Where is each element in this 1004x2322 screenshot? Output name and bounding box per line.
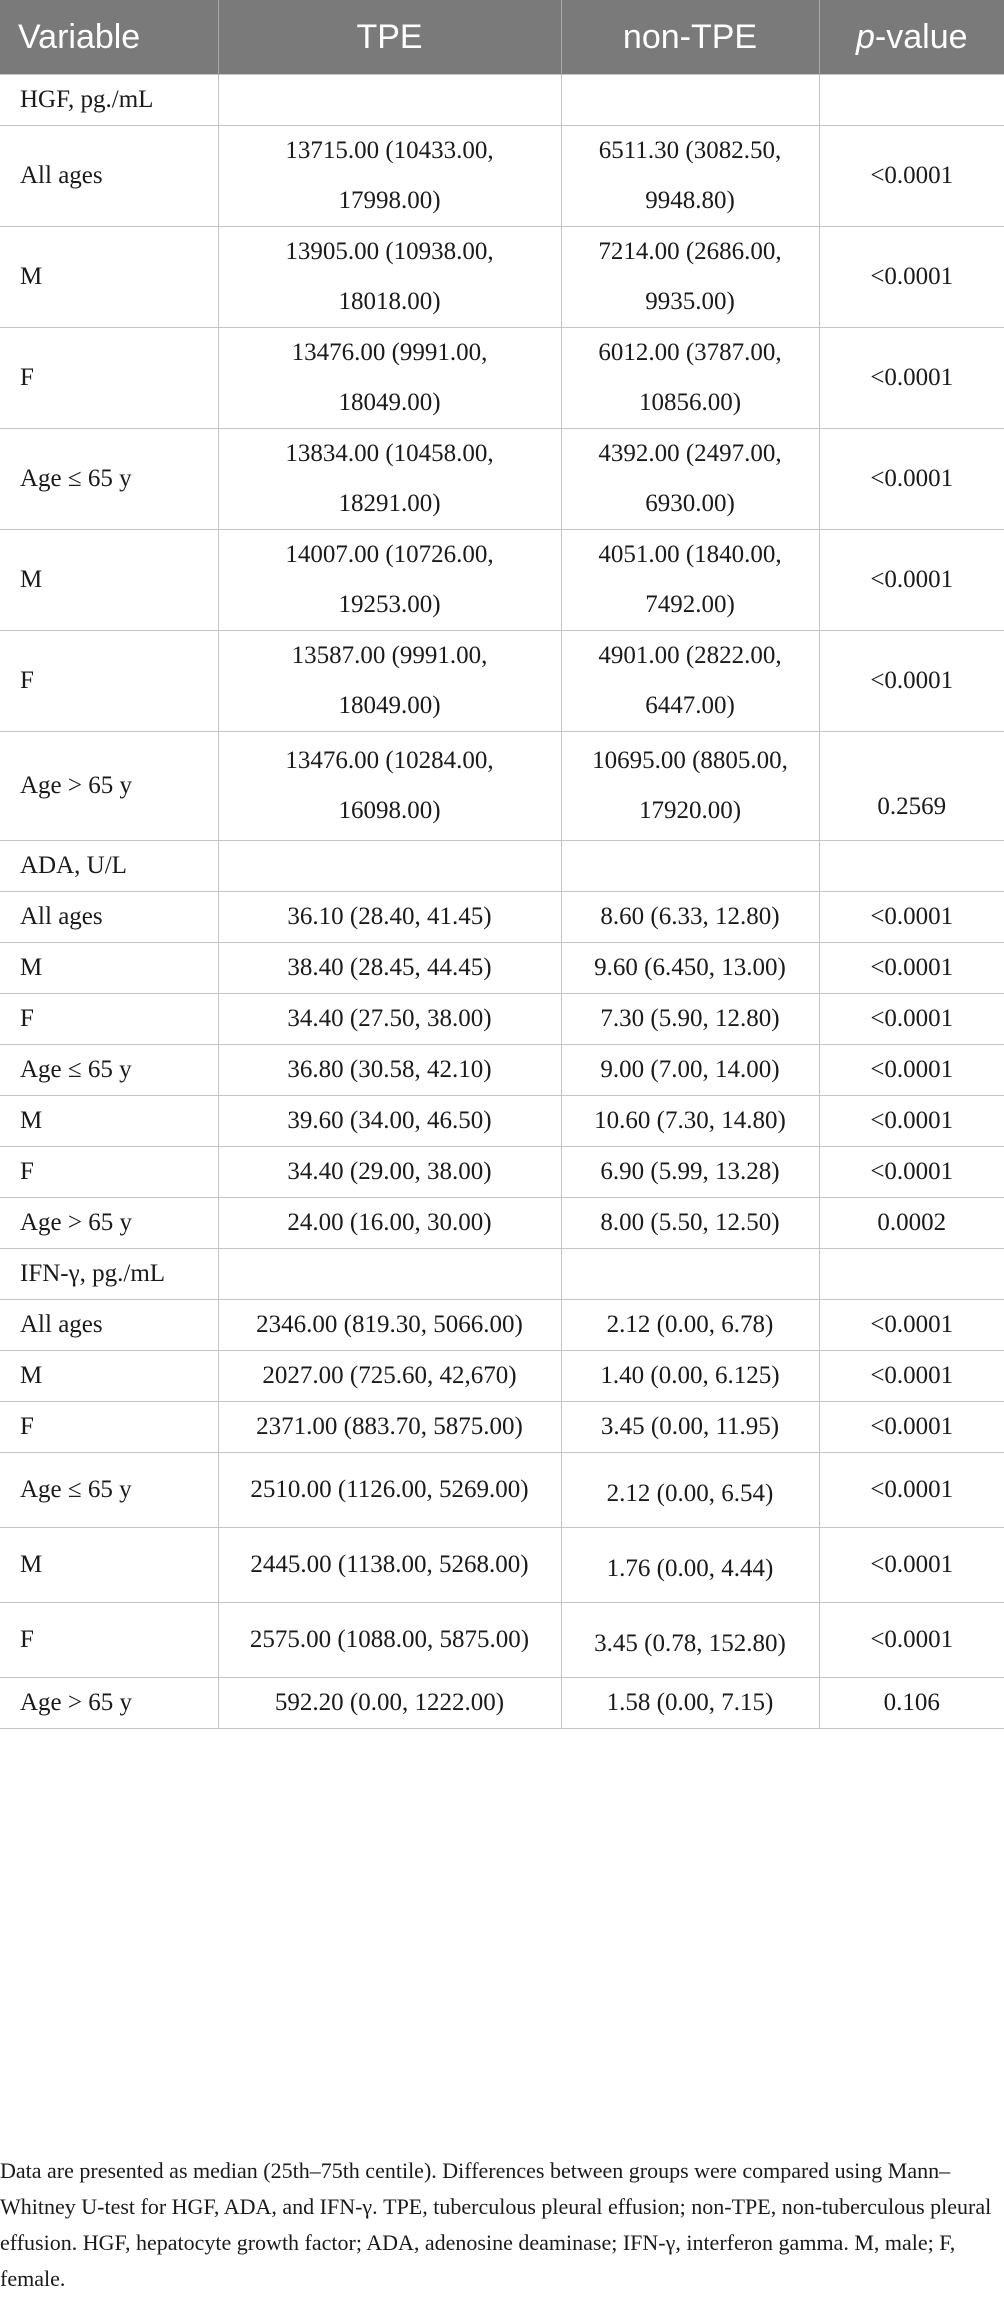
p-value-cell: [819, 892, 1004, 943]
variable-cell-text: Age ≤ 65 y: [20, 1056, 132, 1083]
table-body: [0, 75, 1004, 1729]
variable-cell-text: F: [20, 1005, 34, 1032]
p-value-cell: [819, 1678, 1004, 1729]
header-p-rest: -value: [874, 17, 968, 56]
tpe-cell-text: 13834.00 (10458.00, 18291.00): [285, 440, 494, 517]
variable-cell-text: HGF, pg./mL: [20, 86, 154, 113]
p-value-cell-text: 0.2569: [877, 793, 947, 820]
tpe-cell-text: 34.40 (29.00, 38.00): [287, 1158, 492, 1185]
p-value-cell-text: <0.0001: [870, 1107, 954, 1134]
tpe-cell: [218, 1351, 561, 1402]
tpe-cell: [218, 943, 561, 994]
table-row: [0, 1198, 1004, 1249]
non-tpe-cell-text: 1.40 (0.00, 6.125): [600, 1362, 780, 1389]
tpe-cell: [218, 328, 561, 429]
non-tpe-cell: [561, 994, 819, 1045]
tpe-cell: [218, 1402, 561, 1453]
variable-cell-text: IFN-γ, pg./mL: [20, 1260, 166, 1287]
non-tpe-cell-text: 3.45 (0.00, 11.95): [600, 1413, 780, 1440]
variable-cell: [0, 1147, 218, 1198]
variable-cell-text: Age ≤ 65 y: [20, 465, 132, 492]
p-value-cell-text: <0.0001: [870, 465, 954, 492]
variable-cell: [0, 1678, 218, 1729]
tpe-cell-text: 14007.00 (10726.00, 19253.00): [285, 541, 494, 618]
non-tpe-cell: [561, 1453, 819, 1528]
tpe-cell: [218, 1603, 561, 1678]
variable-cell-text: M: [20, 954, 43, 981]
tpe-cell-text: 24.00 (16.00, 30.00): [287, 1209, 492, 1236]
p-value-cell-text: <0.0001: [870, 667, 954, 694]
p-value-cell-text: 0.0002: [877, 1209, 947, 1236]
table-row: [0, 530, 1004, 631]
variable-cell: [0, 530, 218, 631]
p-value-cell: [819, 1045, 1004, 1096]
p-value-cell: [819, 1453, 1004, 1528]
tpe-cell: [218, 126, 561, 227]
section-row: [0, 1249, 1004, 1300]
p-value-cell-text: <0.0001: [870, 1056, 954, 1083]
non-tpe-cell: [561, 227, 819, 328]
variable-cell-text: Age > 65 y: [20, 772, 132, 799]
p-value-cell-text: <0.0001: [870, 364, 954, 391]
p-value-cell: [819, 1528, 1004, 1603]
non-tpe-cell-text: 8.00 (5.50, 12.50): [600, 1209, 780, 1236]
variable-cell: [0, 227, 218, 328]
tpe-cell: [218, 631, 561, 732]
variable-cell: [0, 1453, 218, 1528]
non-tpe-cell-text: 4901.00 (2822.00, 6447.00): [598, 642, 782, 719]
p-value-cell: [819, 841, 1004, 892]
table-row: [0, 429, 1004, 530]
table-row: [0, 227, 1004, 328]
non-tpe-cell-text: 4392.00 (2497.00, 6930.00): [598, 440, 782, 517]
variable-cell-text: M: [20, 1362, 43, 1389]
table-row: [0, 1603, 1004, 1678]
table-row: [0, 1528, 1004, 1603]
p-value-cell: [819, 1198, 1004, 1249]
variable-cell-text: ADA, U/L: [20, 852, 127, 879]
tpe-cell: [218, 1096, 561, 1147]
tpe-cell: [218, 1147, 561, 1198]
p-value-cell: [819, 631, 1004, 732]
variable-cell-text: All ages: [20, 1311, 103, 1338]
p-value-cell: [819, 227, 1004, 328]
non-tpe-cell-text: 6012.00 (3787.00, 10856.00): [598, 339, 782, 416]
non-tpe-cell-text: 4051.00 (1840.00, 7492.00): [598, 541, 782, 618]
p-value-cell-text: <0.0001: [870, 1476, 954, 1503]
tpe-cell-text: 13587.00 (9991.00, 18049.00): [291, 642, 488, 719]
p-value-cell-text: <0.0001: [870, 1311, 954, 1338]
non-tpe-cell-text: 6.90 (5.99, 13.28): [600, 1158, 780, 1185]
non-tpe-cell-text: 10695.00 (8805.00, 17920.00): [592, 747, 788, 824]
non-tpe-cell: [561, 1402, 819, 1453]
p-value-cell: [819, 75, 1004, 126]
p-value-cell-text: <0.0001: [870, 1413, 954, 1440]
variable-cell: [0, 126, 218, 227]
tpe-cell-text: 2575.00 (1088.00, 5875.00): [249, 1626, 530, 1653]
header-tpe: TPE: [218, 0, 561, 75]
non-tpe-cell-text: 1.58 (0.00, 7.15): [606, 1689, 774, 1716]
variable-cell-text: F: [20, 1158, 34, 1185]
variable-cell: [0, 1603, 218, 1678]
variable-cell-text: Age ≤ 65 y: [20, 1476, 132, 1503]
variable-cell-text: M: [20, 1551, 43, 1578]
table-row: [0, 1096, 1004, 1147]
p-value-cell-text: <0.0001: [870, 263, 954, 290]
tpe-cell: [218, 994, 561, 1045]
table-row: [0, 943, 1004, 994]
tpe-cell: [218, 892, 561, 943]
variable-cell-text: F: [20, 364, 34, 391]
tpe-cell: [218, 75, 561, 126]
variable-cell: [0, 328, 218, 429]
p-value-cell: [819, 126, 1004, 227]
p-value-cell-text: <0.0001: [870, 1005, 954, 1032]
p-value-cell-text: <0.0001: [870, 903, 954, 930]
tpe-cell: [218, 732, 561, 841]
non-tpe-cell: [561, 1045, 819, 1096]
table-row: [0, 1147, 1004, 1198]
table-row: [0, 126, 1004, 227]
non-tpe-cell: [561, 1147, 819, 1198]
tpe-cell-text: 13476.00 (10284.00, 16098.00): [285, 747, 494, 824]
variable-cell: [0, 943, 218, 994]
variable-cell-text: All ages: [20, 903, 103, 930]
header-variable: Variable: [0, 0, 218, 75]
table-row: [0, 1402, 1004, 1453]
tpe-cell: [218, 1249, 561, 1300]
non-tpe-cell-text: 2.12 (0.00, 6.54): [606, 1480, 774, 1507]
variable-cell-text: F: [20, 1413, 34, 1440]
variable-cell-text: F: [20, 1626, 34, 1653]
non-tpe-cell-text: 8.60 (6.33, 12.80): [600, 903, 780, 930]
tpe-cell: [218, 429, 561, 530]
tpe-cell-text: 2346.00 (819.30, 5066.00): [256, 1311, 523, 1338]
non-tpe-cell: [561, 1096, 819, 1147]
non-tpe-cell: [561, 1198, 819, 1249]
non-tpe-cell: [561, 943, 819, 994]
table-row: [0, 1453, 1004, 1528]
table-row: [0, 1300, 1004, 1351]
table-header-row: [0, 0, 1004, 75]
variable-cell: [0, 1300, 218, 1351]
variable-cell: [0, 732, 218, 841]
p-value-cell-text: <0.0001: [870, 1362, 954, 1389]
table-row: [0, 892, 1004, 943]
non-tpe-cell-text: 6511.30 (3082.50, 9948.80): [598, 137, 782, 214]
variable-cell: [0, 994, 218, 1045]
tpe-cell: [218, 1528, 561, 1603]
p-value-cell: [819, 328, 1004, 429]
variable-cell-text: All ages: [20, 162, 103, 189]
non-tpe-cell: [561, 841, 819, 892]
table-row: [0, 328, 1004, 429]
variable-cell-text: F: [20, 667, 34, 694]
non-tpe-cell: [561, 631, 819, 732]
variable-cell-text: Age > 65 y: [20, 1689, 132, 1716]
non-tpe-cell-text: 9.60 (6.450, 13.00): [594, 954, 786, 981]
table-row: [0, 1351, 1004, 1402]
non-tpe-cell: [561, 328, 819, 429]
non-tpe-cell-text: 3.45 (0.78, 152.80): [594, 1630, 786, 1657]
table-row: [0, 994, 1004, 1045]
p-value-cell: [819, 943, 1004, 994]
non-tpe-cell: [561, 429, 819, 530]
non-tpe-cell: [561, 1528, 819, 1603]
tpe-cell-text: 13905.00 (10938.00, 18018.00): [285, 238, 494, 315]
tpe-cell-text: 39.60 (34.00, 46.50): [287, 1107, 492, 1134]
non-tpe-cell: [561, 732, 819, 841]
variable-cell: [0, 1402, 218, 1453]
tpe-cell: [218, 530, 561, 631]
tpe-cell-text: 34.40 (27.50, 38.00): [287, 1005, 492, 1032]
non-tpe-cell-text: 7214.00 (2686.00, 9935.00): [598, 238, 782, 315]
p-value-cell-text: <0.0001: [870, 566, 954, 593]
p-value-cell: [819, 530, 1004, 631]
p-value-cell: [819, 1603, 1004, 1678]
table-footnote: [0, 2153, 1000, 2297]
variable-cell: [0, 1198, 218, 1249]
variable-cell: [0, 1351, 218, 1402]
header-non-tpe: non-TPE: [561, 0, 819, 75]
table-row: [0, 1678, 1004, 1729]
p-value-cell-text: <0.0001: [870, 162, 954, 189]
non-tpe-cell: [561, 1603, 819, 1678]
tpe-cell: [218, 841, 561, 892]
tpe-cell: [218, 1300, 561, 1351]
section-row: [0, 75, 1004, 126]
section-label: [0, 841, 218, 892]
table-row: [0, 1045, 1004, 1096]
variable-cell: [0, 892, 218, 943]
non-tpe-cell-text: 1.76 (0.00, 4.44): [606, 1555, 774, 1582]
variable-cell: [0, 1045, 218, 1096]
non-tpe-cell: [561, 1249, 819, 1300]
p-value-cell: [819, 1402, 1004, 1453]
tpe-cell-text: 36.10 (28.40, 41.45): [287, 903, 492, 930]
variable-cell-text: Age > 65 y: [20, 1209, 132, 1236]
variable-cell-text: M: [20, 566, 43, 593]
p-value-cell: [819, 1249, 1004, 1300]
variable-cell-text: M: [20, 1107, 43, 1134]
p-value-cell: [819, 732, 1004, 841]
variable-cell: [0, 1528, 218, 1603]
variable-cell: [0, 429, 218, 530]
table-row: [0, 631, 1004, 732]
non-tpe-cell: [561, 75, 819, 126]
section-label: [0, 1249, 218, 1300]
header-p-italic: p: [855, 17, 875, 56]
tpe-cell-text: 2445.00 (1138.00, 5268.00): [250, 1551, 529, 1578]
section-row: [0, 841, 1004, 892]
variable-cell-text: M: [20, 263, 43, 290]
non-tpe-cell-text: 9.00 (7.00, 14.00): [600, 1056, 780, 1083]
p-value-cell-text: 0.106: [883, 1689, 940, 1716]
p-value-cell: [819, 1096, 1004, 1147]
non-tpe-cell: [561, 530, 819, 631]
tpe-cell-text: 2510.00 (1126.00, 5269.00): [250, 1476, 529, 1503]
non-tpe-cell: [561, 1300, 819, 1351]
non-tpe-cell-text: 2.12 (0.00, 6.78): [606, 1311, 774, 1338]
p-value-cell: [819, 1351, 1004, 1402]
tpe-cell: [218, 1045, 561, 1096]
p-value-cell: [819, 994, 1004, 1045]
p-value-cell-text: <0.0001: [870, 1158, 954, 1185]
tpe-cell: [218, 1198, 561, 1249]
tpe-cell-text: 13476.00 (9991.00, 18049.00): [291, 339, 488, 416]
non-tpe-cell: [561, 126, 819, 227]
tpe-cell-text: 2371.00 (883.70, 5875.00): [256, 1413, 523, 1440]
footnote-text: Data are presented as median (25th–75th centile). Differences between groups were compared using Mann–Whitney U-test for HGF, ADA, and IFN-γ. TPE, tuberculous pleural effusion; non-TPE, non-tuberculous pleural effusion. HGF, hepatocyte growth factor; ADA, adenosine deaminase; IFN-γ, interferon gamma. M, male; F, female.: [0, 2158, 992, 2291]
non-tpe-cell-text: 7.30 (5.90, 12.80): [600, 1005, 780, 1032]
non-tpe-cell-text: 10.60 (7.30, 14.80): [594, 1107, 786, 1134]
non-tpe-cell: [561, 892, 819, 943]
tpe-cell-text: 38.40 (28.45, 44.45): [287, 954, 492, 981]
p-value-cell: [819, 429, 1004, 530]
tpe-cell-text: 592.20 (0.00, 1222.00): [274, 1689, 505, 1716]
tpe-cell-text: 36.80 (30.58, 42.10): [287, 1056, 492, 1083]
p-value-cell-text: <0.0001: [870, 954, 954, 981]
tpe-cell: [218, 1678, 561, 1729]
non-tpe-cell: [561, 1351, 819, 1402]
table-row: [0, 732, 1004, 841]
tpe-cell-text: 2027.00 (725.60, 42,670): [262, 1362, 517, 1389]
p-value-cell: [819, 1300, 1004, 1351]
p-value-cell: [819, 1147, 1004, 1198]
tpe-cell: [218, 227, 561, 328]
section-label: [0, 75, 218, 126]
p-value-cell-text: <0.0001: [870, 1626, 954, 1653]
header-p-value: [819, 0, 1004, 75]
p-value-cell-text: <0.0001: [870, 1551, 954, 1578]
variable-cell: [0, 1096, 218, 1147]
tpe-cell: [218, 1453, 561, 1528]
tpe-cell-text: 13715.00 (10433.00, 17998.00): [285, 137, 494, 214]
variable-cell: [0, 631, 218, 732]
non-tpe-cell: [561, 1678, 819, 1729]
